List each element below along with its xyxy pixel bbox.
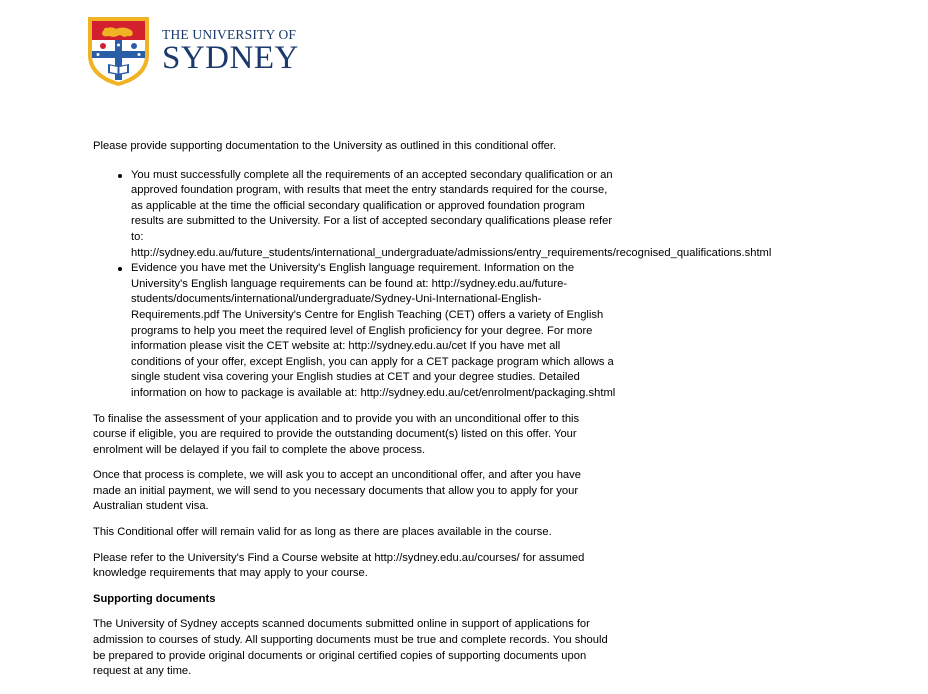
logo-line-2: SYDNEY xyxy=(162,40,299,76)
requirements-list xyxy=(93,168,873,402)
unconditional-offer-paragraph: Once that process is complete, we will ask you to accept an unconditional offer, and after you have made an initial payment, we will send to you necessary documents that allow you to apply for your Australian student visa. xyxy=(93,469,581,513)
university-wordmark xyxy=(162,27,299,74)
find-a-course-paragraph: Please refer to the University's Find a Course website at http://sydney.edu.au/courses/ for assumed knowledge requirements that may apply to your course. xyxy=(93,551,585,580)
offer-content xyxy=(93,139,873,690)
recognised-qualifications-url: http://sydney.edu.au/future_students/international_undergraduate/admissions/entry_requirements/recognised_qualifications.shtml xyxy=(131,246,772,259)
university-crest-icon xyxy=(86,15,151,87)
offer-validity-paragraph: This Conditional offer will remain valid for as long as there are places available in the course. xyxy=(93,526,552,539)
university-logo xyxy=(86,15,299,87)
logo-line-1: THE UNIVERSITY OF xyxy=(162,27,297,42)
supporting-documents-paragraph: The University of Sydney accepts scanned documents submitted online in support of applications for admission to courses of study. All supporting documents must be true and complete records. You should be prepared to provide original documents or original certified copies of supporting documents upon request at any time. xyxy=(93,618,608,678)
supporting-documents-heading: Supporting documents xyxy=(93,592,216,605)
finalise-assessment-paragraph: To finalise the assessment of your application and to provide you with an unconditional offer to this course if eligible, you are required to provide the outstanding document(s) listed on this offer. Your enrolment will be delayed if you fail to complete the above process. xyxy=(93,412,580,456)
requirement-secondary-qualification: You must successfully complete all the requirements of an accepted secondary qualification or an approved foundation program, with results that meet the entry standards required for the course, as applicable at the time the official secondary qualification or approved foundation program results are submitted to the University. For a list of accepted secondary qualifications please refer to: http://sydney.edu.au/future_students/international_undergraduate/admissions/entry_requirements/recognised_qualifications.shtml xyxy=(131,168,686,262)
requirement-english-language: Evidence you have met the University's English language requirement. Information on the University's English language requirements can be found at: http://sydney.edu.au/future- students/documents/international/undergraduate/Sydney-Uni-International-English- Requirements.pdf The University's Centre for English Teaching (CET) offers a variety of English programs to help you meet the required level of English proficiency for your degree. For more information please visit the CET website at: http://sydney.edu.au/cet If you have met all conditions of your offer, except English, you can apply for a CET package program which allows a single student visa covering your English studies at CET and your degree studies. Detailed information on how to package is available at: http://sydney.edu.au/cet/enrolment/packaging.shtml xyxy=(131,261,686,401)
intro-paragraph: Please provide supporting documentation to the University as outlined in this conditional offer. xyxy=(93,140,557,152)
